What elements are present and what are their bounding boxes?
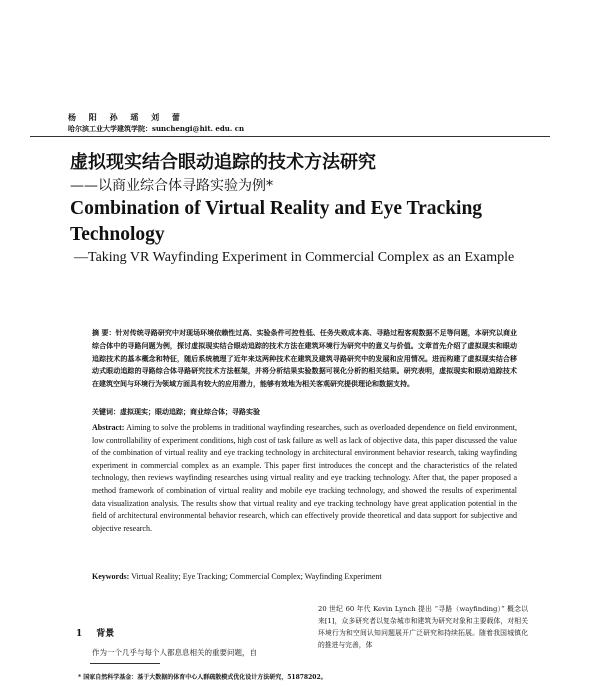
header-rule [30, 136, 550, 137]
chinese-keywords [92, 407, 517, 417]
chinese-title: 虚拟现实结合眼动追踪的技术方法研究 [70, 152, 376, 173]
section-title: 背景 [96, 629, 115, 639]
section-number: 1 [76, 629, 83, 639]
english-title: Combination of Virtual Reality and Eye Tracking Technology [70, 198, 483, 245]
english-keywords-label: Keywords: [92, 572, 130, 581]
section-heading [76, 626, 114, 639]
english-abstract [92, 422, 517, 535]
author-names: 杨 阳 孙 瑶 刘 蕾 [68, 112, 185, 122]
english-abstract-text: Aiming to solve the problems in traditional wayfinding researches, such as overloaded dependence on field environment, low controllability of experiment conditions, high cost of task failure as well as lack of objective data, this paper discussed the value of the combination of virtual reality and eye tracking technology in architectural environment behavior research, taking wayfinding experiment in commercial complex as an example. This paper first introduces the concept and the characteristics of the related technology, then reviews wayfinding researches using virtual reality and eye tracking technology. After that, the paper proposed a method framework of combination of virtual reality and mobile eye tracking technology, and showed the results of experimental data visualization analysis. The results show that virtual reality and eye tracking technology have great application potential in the field of architectural environmental behavior research, which can effectively provide theoretical and data support for subjective and objective research. [92, 423, 518, 533]
author-affiliation: 哈尔滨工业大学建筑学院：sunchengi@hit. edu. cn [68, 124, 245, 133]
english-abstract-label: Abstract: [92, 423, 125, 432]
english-keywords [92, 572, 517, 581]
chinese-keywords-label: 关键词： [92, 407, 120, 416]
chinese-abstract-label: 摘 要： [92, 328, 116, 337]
footnote: * 国家自然科学基金：基于大数据的体育中心人群疏散模式优化设计方法研究，51878202。 [78, 674, 327, 681]
footnote-rule [90, 663, 160, 664]
chinese-keywords-text: 虚拟现实；眼动追踪；商业综合体；寻路实验 [120, 407, 260, 416]
chinese-abstract [92, 327, 517, 391]
body-text-right: 20 世纪 60 年代 Kevin Lynch 提出 “寻路（wayfinding）” 概念以来[1]，众多研究者以复杂城市和建筑为研究对象和主要载体，对相关环境行为和空间认知问题展开广泛研究和持续拓展。随着我国城镇化的推进与完善，体 [318, 605, 528, 649]
chinese-abstract-text: 针对传统寻路研究中对现场环境依赖性过高、实验条件可控性低、任务失败成本高、寻路过程客观数据不足等问题，本研究以商业综合体中的寻路问题为例，探讨虚拟现实结合眼动追踪的技术方法在建筑环境行为研究中的意义与价值。文章首先介绍了虚拟现实和眼动追踪技术的基本概念和特征，随后系统梳理了近年来这两种技术在建筑及建筑寻路研究中的发展和应用情况。进而构建了虚拟现实结合移动式眼动追踪的寻路综合体寻路研究技术方法框架，并将分析结果实验数据可视化分析的相关结果。研究表明，虚拟现实和眼动追踪技术在建筑空间与环境行为领域方面具有较大的应用潜力，能够有效地为相关客观研究提供理论和数据支持。 [92, 328, 517, 389]
english-keywords-text: Virtual Reality; Eye Tracking; Commercial Complex; Wayfinding Experiment [131, 572, 382, 581]
chinese-subtitle: ——以商业综合体寻路实验为例* [70, 178, 273, 194]
english-subtitle: —Taking VR Wayfinding Experiment in Commercial Complex as an Example [74, 250, 515, 265]
body-text-left: 作为一个几乎与每个人都息息相关的重要问题，自 [92, 648, 257, 657]
